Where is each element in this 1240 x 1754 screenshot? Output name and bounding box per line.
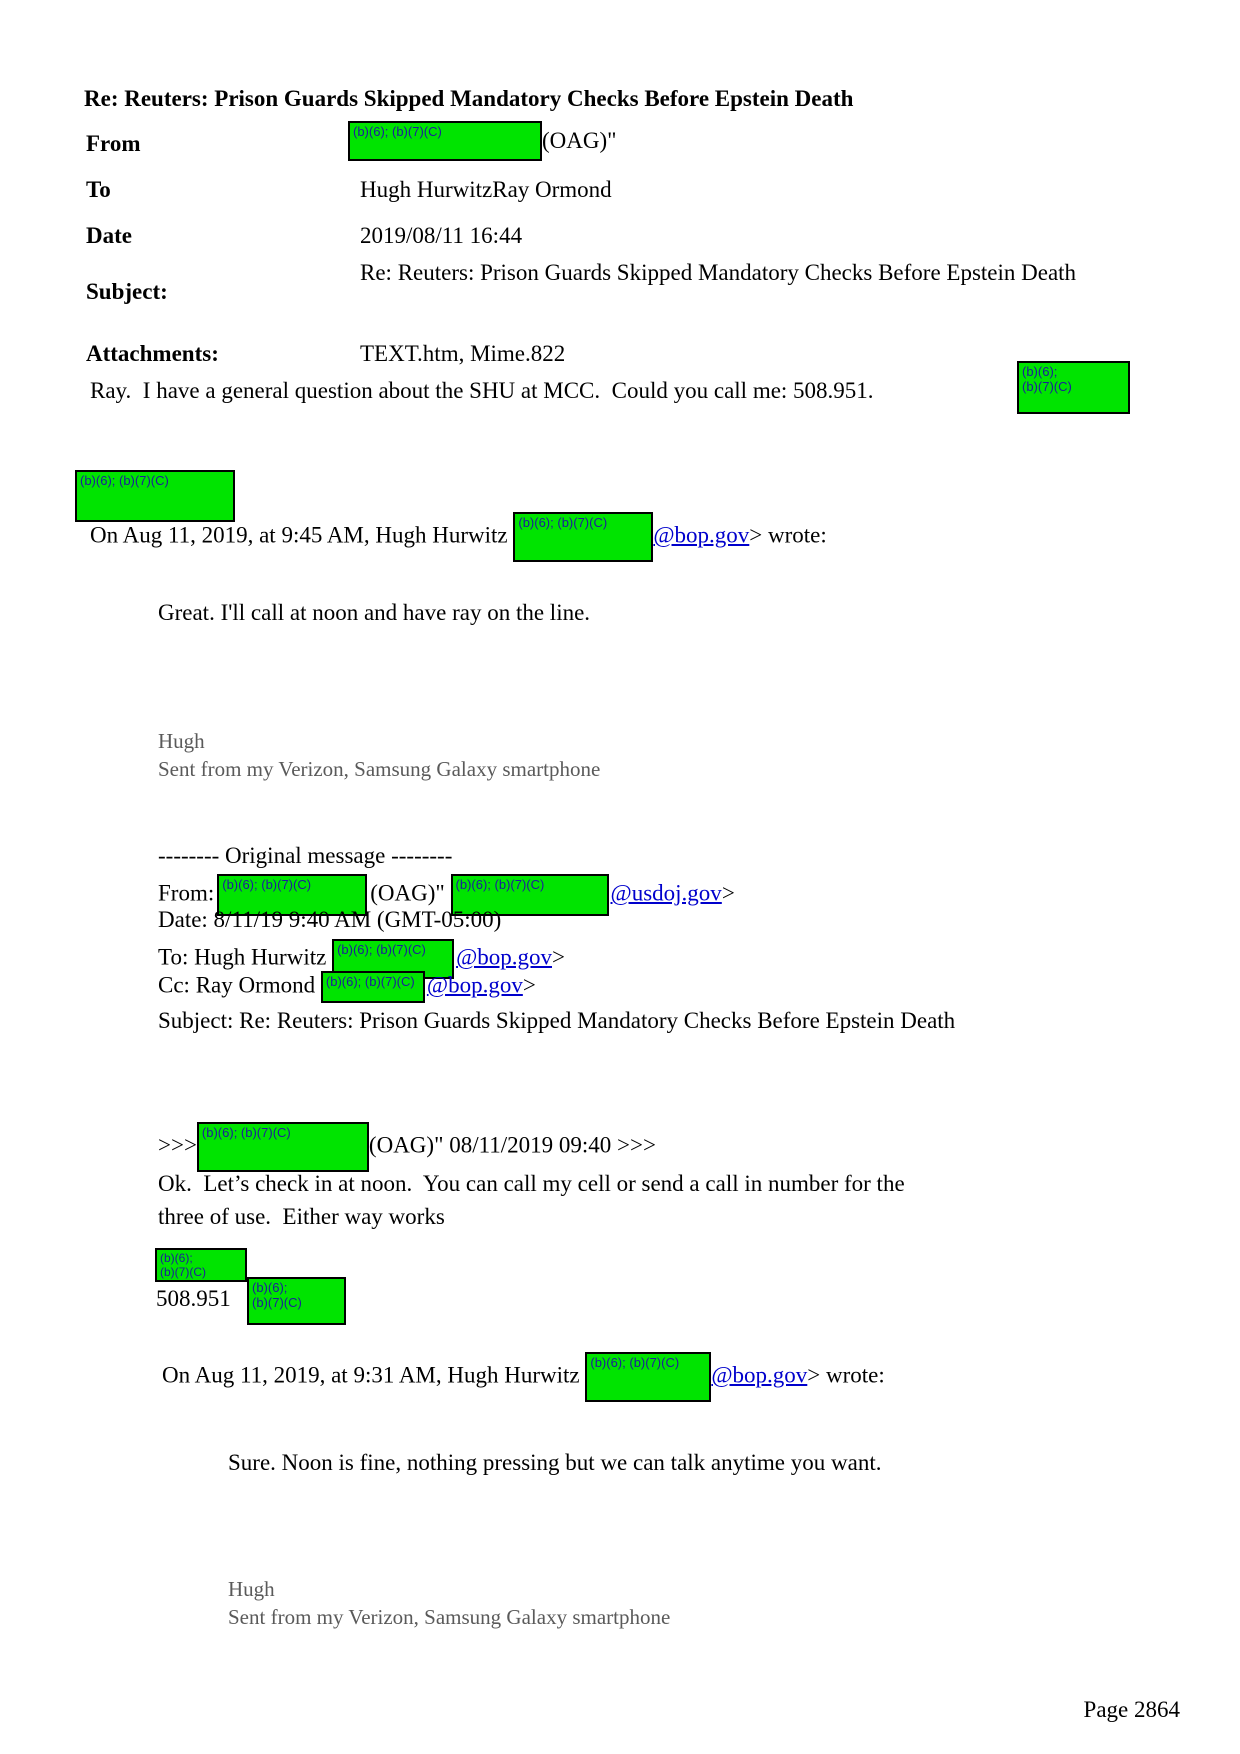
quote1-header-prefix: On Aug 11, 2019, at 9:45 AM, Hugh Hurwitz: [90, 522, 514, 548]
redaction-code-line1: (b)(6);: [160, 1251, 193, 1265]
signature-1-line: Sent from my Verizon, Samsung Galaxy smartphone: [158, 757, 601, 781]
redaction-box-phone-1: [1017, 361, 1130, 414]
signature-1-name: Hugh: [158, 729, 205, 753]
original-cc-line: [158, 971, 536, 1003]
date-label: Date: [86, 223, 132, 248]
original-cc-suffix: >: [522, 972, 536, 998]
original-from-mid: (OAG)": [370, 880, 451, 906]
date-value: 2019/08/11 16:44: [360, 223, 523, 248]
redaction-code-line2: (b)(7)(C): [1022, 379, 1072, 394]
to-value: Hugh HurwitzRay Ormond: [360, 177, 612, 202]
quote2-body-line2: three of use. Either way works: [158, 1204, 445, 1229]
redaction-box-orig-from-name: (b)(6); (b)(7)(C): [217, 874, 367, 916]
email-title: Re: Reuters: Prison Guards Skipped Mandatory Checks Before Epstein Death: [84, 86, 854, 111]
redaction-box-phone-2: [155, 1248, 247, 1282]
from-suffix: (OAG)": [542, 128, 617, 153]
from-label: From: [86, 131, 141, 156]
subject-value: Re: Reuters: Prison Guards Skipped Mandatory Checks Before Epstein Death: [360, 260, 1077, 285]
original-date-line: Date: 8/11/19 9:40 AM (GMT-05:00): [158, 907, 502, 932]
quote3-body: Sure. Noon is fine, nothing pressing but we can talk anytime you want.: [228, 1450, 882, 1475]
redaction-box-orig-from-email: (b)(6); (b)(7)(C): [451, 874, 609, 916]
quote2-header: [158, 1122, 656, 1172]
quote1-header-suffix: > wrote:: [749, 522, 827, 548]
redaction-box-quote2-name: (b)(6); (b)(7)(C): [197, 1122, 369, 1172]
attachments-value: TEXT.htm, Mime.822: [360, 341, 566, 366]
redaction-code-line1: (b)(6);: [252, 1280, 288, 1295]
quote1-body: Great. I'll call at noon and have ray on the line.: [158, 600, 591, 625]
quote2-body-line1: Ok. Let’s check in at noon. You can call my cell or send a call in number for the: [158, 1171, 905, 1196]
attachments-label: Attachments:: [86, 341, 219, 366]
quote3-header: [162, 1352, 885, 1402]
quote2-body: [158, 1167, 905, 1233]
phone-partial-text: 508.951: [156, 1286, 231, 1311]
subject-label: Subject:: [86, 279, 168, 304]
redaction-box-orig-to-email: (b)(6); (b)(7)(C): [332, 939, 454, 979]
signature-2-name: Hugh: [228, 1577, 275, 1601]
redaction-box-standalone: (b)(6); (b)(7)(C): [75, 470, 235, 522]
original-from-suffix: >: [721, 880, 735, 906]
bop-gov-link-1[interactable]: @bop.gov: [653, 522, 750, 548]
bop-gov-link-4[interactable]: @bop.gov: [711, 1362, 808, 1388]
quote3-header-prefix: On Aug 11, 2019, at 9:31 AM, Hugh Hurwitz: [162, 1362, 586, 1388]
body-paragraph-1: Ray. I have a general question about the SHU at MCC. Could you call me: 508.951.: [90, 378, 874, 403]
original-cc-prefix: Cc: Ray Ormond: [158, 972, 321, 998]
original-message-divider: -------- Original message --------: [158, 843, 453, 868]
original-subject-line: Subject: Re: Reuters: Prison Guards Skipped Mandatory Checks Before Epstein Death: [158, 1008, 956, 1033]
from-value-row: [348, 121, 617, 161]
page-number: Page 2864: [1083, 1697, 1180, 1722]
signature-1: [158, 727, 600, 783]
quote3-header-suffix: > wrote:: [807, 1362, 885, 1388]
redaction-box-quote1-email: (b)(6); (b)(7)(C): [513, 512, 653, 562]
original-to-prefix: To: Hugh Hurwitz: [158, 944, 333, 970]
redaction-box-from: (b)(6); (b)(7)(C): [348, 121, 542, 161]
redaction-box-orig-cc-email: (b)(6); (b)(7)(C): [321, 971, 425, 1003]
quote2-header-prefix: >>>: [158, 1132, 197, 1158]
quote2-header-mid: (OAG)" 08/11/2019 09:40 >>>: [368, 1132, 656, 1158]
usdoj-gov-link[interactable]: @usdoj.gov: [610, 880, 722, 906]
original-from-label: From:: [158, 880, 215, 906]
quote1-header: [90, 512, 827, 562]
redaction-code-line2: (b)(7)(C): [160, 1265, 206, 1279]
signature-2: [228, 1575, 670, 1631]
redaction-box-quote3-email: (b)(6); (b)(7)(C): [585, 1352, 711, 1402]
bop-gov-link-3[interactable]: @bop.gov: [426, 972, 523, 998]
signature-2-line: Sent from my Verizon, Samsung Galaxy smartphone: [228, 1605, 671, 1629]
redaction-code-line2: (b)(7)(C): [252, 1295, 302, 1310]
original-to-suffix: >: [552, 944, 565, 970]
to-label: To: [86, 177, 111, 202]
bop-gov-link-2[interactable]: @bop.gov: [456, 944, 552, 970]
redaction-code-line1: (b)(6);: [1022, 364, 1058, 379]
redaction-box-phone-3: [247, 1277, 346, 1325]
